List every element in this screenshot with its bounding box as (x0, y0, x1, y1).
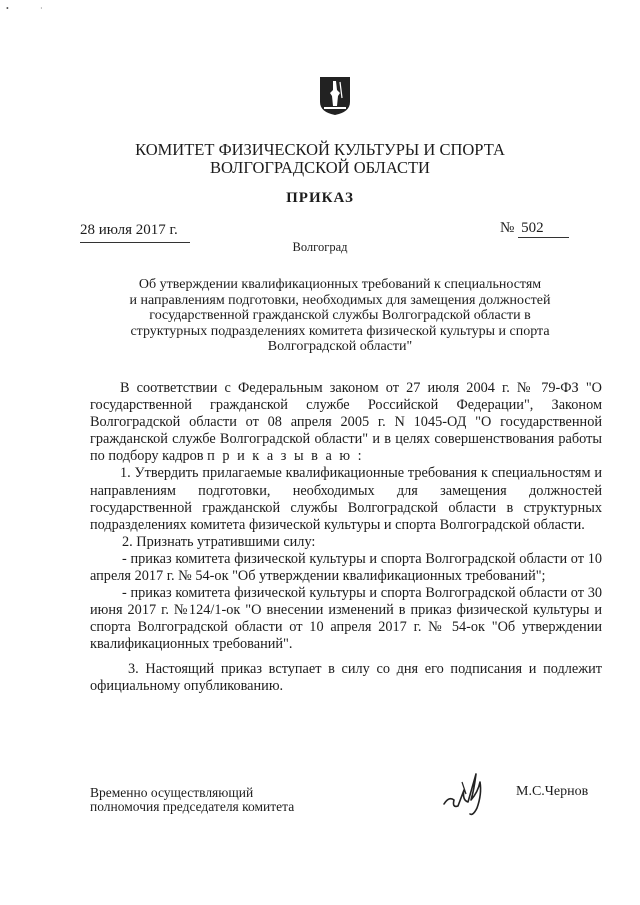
item-3: 3. Настоящий приказ вступает в силу со дня его подписания и подлежит официальному опубликованию. (90, 660, 602, 694)
document-number (500, 220, 569, 238)
scan-mark-left: • (6, 4, 9, 13)
coat-of-arms-icon (319, 76, 351, 116)
number-prefix: № (500, 220, 515, 236)
document-title: ПРИКАЗ (286, 190, 354, 206)
subject-line: Волгоградской области" (267, 339, 413, 354)
org-name-line1: КОМИТЕТ ФИЗИЧЕСКОЙ КУЛЬТУРЫ И СПОРТА (135, 140, 505, 159)
signer-name: М.С.Чернов (516, 784, 589, 799)
item-1: 1. Утвердить прилагаемые квалификационные требования к специальностям и направлениям подготовки, необходимых для замещения должностей государственной гражданской службы Волгоградской области в структурных подразделениях комитета физической культуры и спорта Волгоградской области. (90, 465, 602, 533)
signer-position-line2: полномочия председателя комитета (90, 799, 295, 814)
signer-position-line1: Временно осуществляющий (90, 785, 254, 800)
subject-line: государственной гражданской службы Волгоградской области в (149, 308, 531, 323)
item-2: 2. Признать утратившими силу: (122, 533, 316, 550)
org-name-line2: ВОЛГОГРАДСКОЙ ОБЛАСТИ (210, 158, 430, 177)
subject-line: структурных подразделениях комитета физической культуры и спорта (130, 323, 550, 339)
prikazyvayu-text: п р и к а з ы в а ю : (207, 448, 364, 465)
subject-line: Об утверждении квалификационных требований к специальностям (138, 277, 542, 292)
document-date: 28 июля 2017 г. (80, 222, 178, 238)
subject-line: и направлениям подготовки, необходимых для замещения должностей (129, 292, 551, 308)
signer-position (90, 786, 294, 814)
document-body (90, 380, 602, 695)
item-2a: - приказ комитета физической культуры и спорта Волгоградской области от 10 апреля 2017 г. № 54-ок "Об утверждении квалификационных требований"; (90, 550, 602, 585)
handwritten-signature-icon (440, 760, 500, 820)
scan-mark-right: · (40, 4, 43, 13)
intro-paragraph (90, 380, 602, 465)
number-value: 502 (518, 220, 569, 238)
document-subject (80, 277, 600, 355)
intro-text: В соответствии с Федеральным законом от 27 июля 2004 г. № 79-ФЗ "О государственной гражданской службе Российской Федерации", Законом Волгоградской области от 08 апреля 2005 г. N 1045-ОД "О государственной гражданской службе Волгоградской области" и в целях совершенствования работы по подбору кадров (90, 380, 602, 465)
document-city: Волгоград (292, 240, 348, 254)
item-2b: - приказ комитета физической культуры и спорта Волгоградской области от 30 июня 2017 г. №124/1-ок "О внесении изменений в приказ физической культуры и спорта Волгоградской области от 10 апреля 2017 г. № 54-ок "Об утверждении квалификационных требований". (90, 585, 602, 653)
